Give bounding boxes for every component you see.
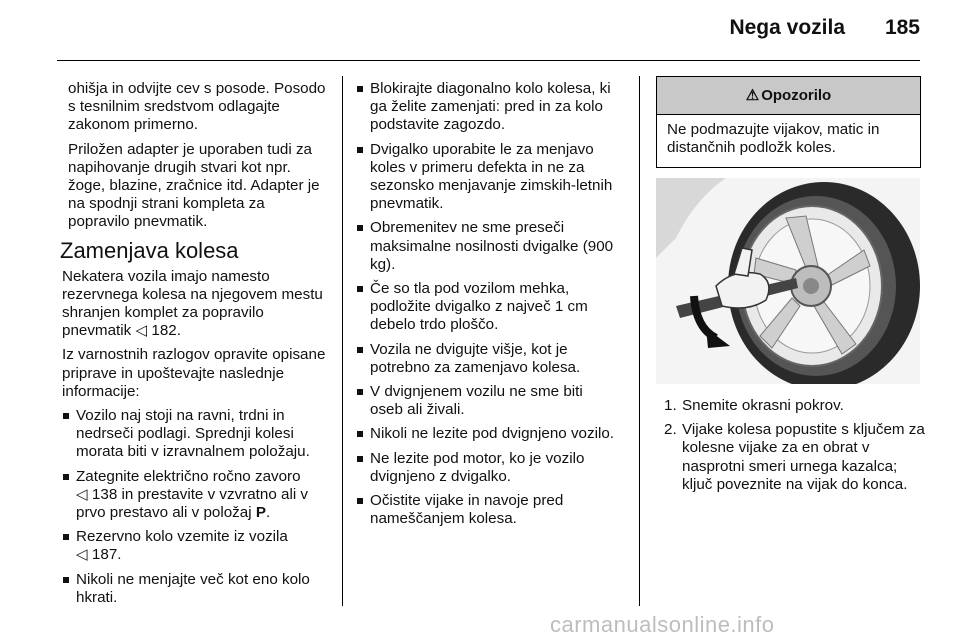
list-item <box>62 468 330 523</box>
list-item-text: Zategnite električno ročno zavoro <box>76 467 301 485</box>
step-item <box>664 421 926 494</box>
bullet-list <box>62 407 330 607</box>
column-1 <box>62 80 330 613</box>
paragraph: Iz varnostnih razlogov opravite opisane priprave in upoštevajte naslednje informacije: <box>62 346 326 400</box>
paragraph: Priložen adapter je uporaben tudi za napihovanje drugih stvari kot npr. žoge, blazine, zračnice itd. Adapter je na spodnji strani kompleta za popravilo pnevmatik. <box>68 140 320 231</box>
numbered-list <box>664 397 926 494</box>
list-item: Vozila ne dvigujte višje, kot je potrebno za zamenjavo kolesa. <box>356 341 618 377</box>
warning-header <box>657 77 920 115</box>
step-number: 2. <box>664 421 677 439</box>
paragraph-text: Nekatera vozila imajo namesto rezervnega kolesa na njegovem mestu shranjen komplet za popravilo pnevmatik <box>62 267 323 340</box>
list-item-text: Rezervno kolo vzemite iz vozila <box>76 528 288 546</box>
page-ref-icon: ◁ <box>76 546 88 564</box>
warning-box <box>656 76 921 168</box>
step-text: Vijake kolesa popustite s ključem za kolesne vijake za en obrat v nasprotni smeri urnega kazalca; ključ poveznite na vijak do konca. <box>682 421 925 493</box>
wheel-wrench-illustration <box>656 178 920 384</box>
paragraph: ohišja in odvijte cev s posode. Posodo s tesnilnim sredstvom odlagajte zakonom primerno. <box>68 80 326 134</box>
header-divider <box>57 60 920 61</box>
step-item <box>664 397 926 415</box>
column-divider-1 <box>342 76 343 606</box>
step-text: Snemite okrasni pokrov. <box>682 397 844 414</box>
warning-text: Ne podmazujte vijakov, matic in distančnih podložk koles. <box>667 121 880 157</box>
list-item: Vozilo naj stoji na ravni, trdni in nedrseči podlagi. Sprednji kolesi morata biti v izravnalnem položaju. <box>62 407 330 462</box>
page-number: 185 <box>884 16 920 39</box>
page-header-title: Nega vozila <box>729 16 845 39</box>
list-item: V dvignjenem vozilu ne sme biti oseb ali živali. <box>356 383 618 419</box>
list-item: Nikoli ne menjajte več kot eno kolo hkrati. <box>62 571 330 607</box>
warning-title: Opozorilo <box>761 87 832 104</box>
list-item: Očistite vijake in navoje pred nameščanjem kolesa. <box>356 492 618 528</box>
step-number: 1. <box>664 397 677 414</box>
watermark: carmanualsonline.info <box>550 612 775 637</box>
bullet-list <box>356 80 618 528</box>
page-ref-icon: ◁ <box>76 485 88 503</box>
list-item: Dvigalko uporabite le za menjavo koles v primeru defekta in ne za sezonsko menjavanje zimskih-letnih pnevmatik. <box>356 141 618 214</box>
column-2 <box>356 80 618 534</box>
page-ref-icon: ◁ <box>135 322 148 340</box>
list-item: Ne lezite pod motor, ko je vozilo dvignjeno z dvigalko. <box>356 450 618 486</box>
list-item <box>62 528 330 564</box>
steps-column <box>664 397 926 500</box>
page-ref-link[interactable]: 187. <box>91 546 122 564</box>
page-ref-link[interactable]: 138 in prestavite v vzvratno ali v prvo prestavo ali v položaj <box>76 485 309 522</box>
page-ref-link[interactable]: 182. <box>151 322 181 340</box>
column-divider-2 <box>639 76 640 606</box>
list-item: Če so tla pod vozilom mehka, podložite dvigalko z največ 1 cm debelo trdo ploščo. <box>356 280 618 335</box>
list-item: Nikoli ne lezite pod dvignjeno vozilo. <box>356 425 618 443</box>
paragraph <box>62 268 330 341</box>
warning-icon: ⚠ <box>745 87 760 104</box>
gear-position-p: P <box>255 504 266 522</box>
list-item: Obremenitev ne sme preseči maksimalne nosilnosti dvigalke (900 kg). <box>356 219 618 274</box>
section-heading: Zamenjava kolesa <box>60 237 239 263</box>
list-item: Blokirajte diagonalno kolo kolesa, ki ga želite zamenjati: pred in za kolo podstavite zagozdo. <box>356 80 618 135</box>
punctuation: . <box>265 504 271 522</box>
